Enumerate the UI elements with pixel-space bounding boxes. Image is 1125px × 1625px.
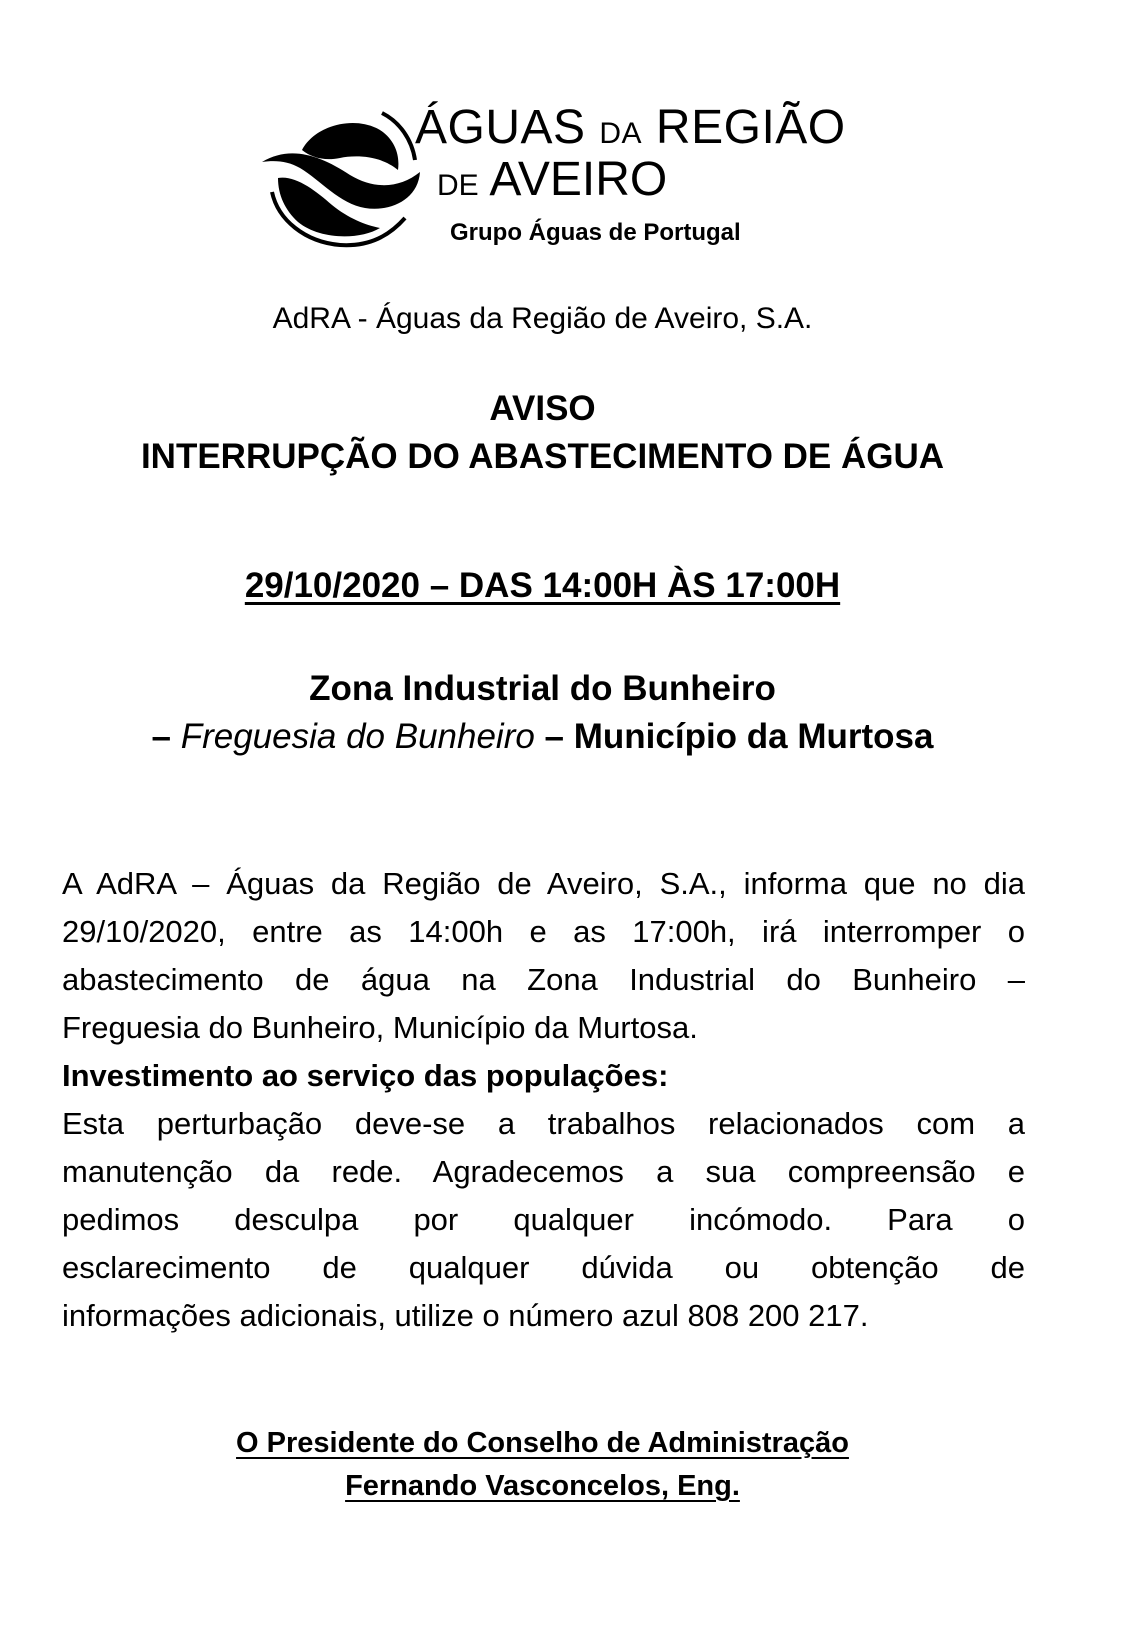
body-line: Freguesia do Bunheiro, Município da Murtosa.: [62, 1010, 698, 1045]
body-line: manutenção da rede. Agradecemos a sua compreensão e: [62, 1154, 1025, 1189]
body-heading: Investimento ao serviço das populações:: [62, 1058, 669, 1093]
body-line: pedimos desculpa por qualquer incómodo. Para o: [62, 1202, 1025, 1237]
body-line: informações adicionais, utilize o número azul 808 200 217.: [62, 1298, 869, 1333]
logo-tagline: Grupo Águas de Portugal: [450, 219, 741, 246]
date-line: [0, 566, 1085, 606]
logo-text-line2: DE AVEIRO: [437, 153, 668, 206]
body-line: A AdRA – Águas da Região de Aveiro, S.A., informa que no dia: [62, 866, 1025, 901]
parish: Freguesia do Bunheiro: [180, 717, 535, 756]
notice-title: AVISO: [489, 389, 596, 428]
body-line: esclarecimento de qualquer dúvida ou obtenção de: [62, 1250, 1025, 1285]
logo-icon: [260, 100, 425, 250]
location-line: – Freguesia do Bunheiro – Município da Murtosa: [151, 717, 934, 756]
date-time: 29/10/2020 – DAS 14:00H ÀS 17:00H: [244, 566, 841, 605]
body-line: 29/10/2020, entre as 14:00h e as 17:00h, irá interromper o: [62, 914, 1025, 949]
notice-subtitle: INTERRUPÇÃO DO ABASTECIMENTO DE ÁGUA: [140, 437, 945, 476]
municipality: Município da Murtosa: [573, 717, 934, 756]
body-line: abastecimento de água na Zona Industrial do Bunheiro –: [62, 962, 1025, 997]
signature-name: Fernando Vasconcelos, Eng.: [345, 1470, 740, 1502]
location-zone: Zona Industrial do Bunheiro: [309, 669, 776, 708]
body-line: Esta perturbação deve-se a trabalhos relacionados com a: [62, 1106, 1025, 1141]
logo-text-line1: ÁGUAS DA REGIÃO: [415, 101, 846, 154]
company-name: AdRA - Águas da Região de Aveiro, S.A.: [272, 302, 813, 335]
body-text: [62, 860, 1025, 1340]
signature-role: O Presidente do Conselho de Administração: [236, 1427, 849, 1459]
